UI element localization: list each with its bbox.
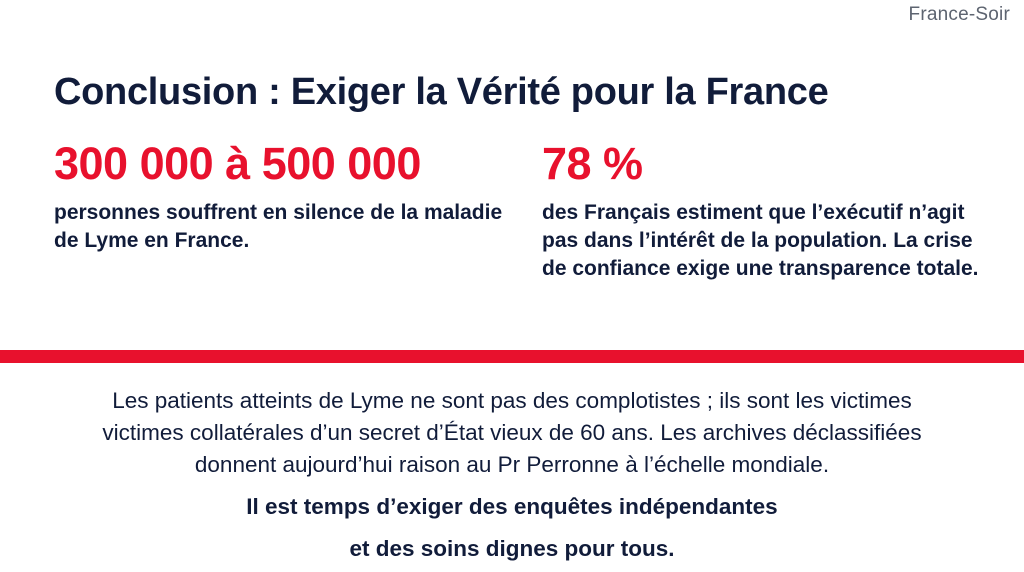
stat-description: des Français estiment que l’exécutif n’agit pas dans l’intérêt de la population. La crise de confiance exige une transparence totale. <box>542 201 979 280</box>
red-divider <box>0 350 1024 363</box>
page-title: Conclusion : Exiger la Vérité pour la France <box>54 71 829 114</box>
footer-line: Les patients atteints de Lyme ne sont pas des complotistes ; ils sont les victimes <box>112 388 912 413</box>
stats-row <box>54 140 984 282</box>
footer-line: donnent aujourd’hui raison au Pr Perronne à l’échelle mondiale. <box>194 451 830 477</box>
brand-bar <box>0 0 1024 30</box>
stat-number: 300 000 à 500 000 <box>54 138 421 189</box>
footer-emphasis-line: Il est temps d’exiger des enquêtes indépendantes <box>246 493 778 519</box>
brand-logo-text: France-Soir <box>908 4 1010 25</box>
stat-number: 78 % <box>542 138 643 189</box>
footer-line: victimes collatérales d’un secret d’État vieux de 60 ans. Les archives déclassifiées <box>102 419 922 445</box>
stat-description: personnes souffrent en silence de la maladie de Lyme en France. <box>54 201 503 252</box>
footer-emphasis-line: et des soins dignes pour tous. <box>349 535 675 561</box>
stat-block-lyme-cases <box>54 140 504 282</box>
footer-message <box>40 385 984 565</box>
stat-block-public-trust <box>542 140 982 282</box>
